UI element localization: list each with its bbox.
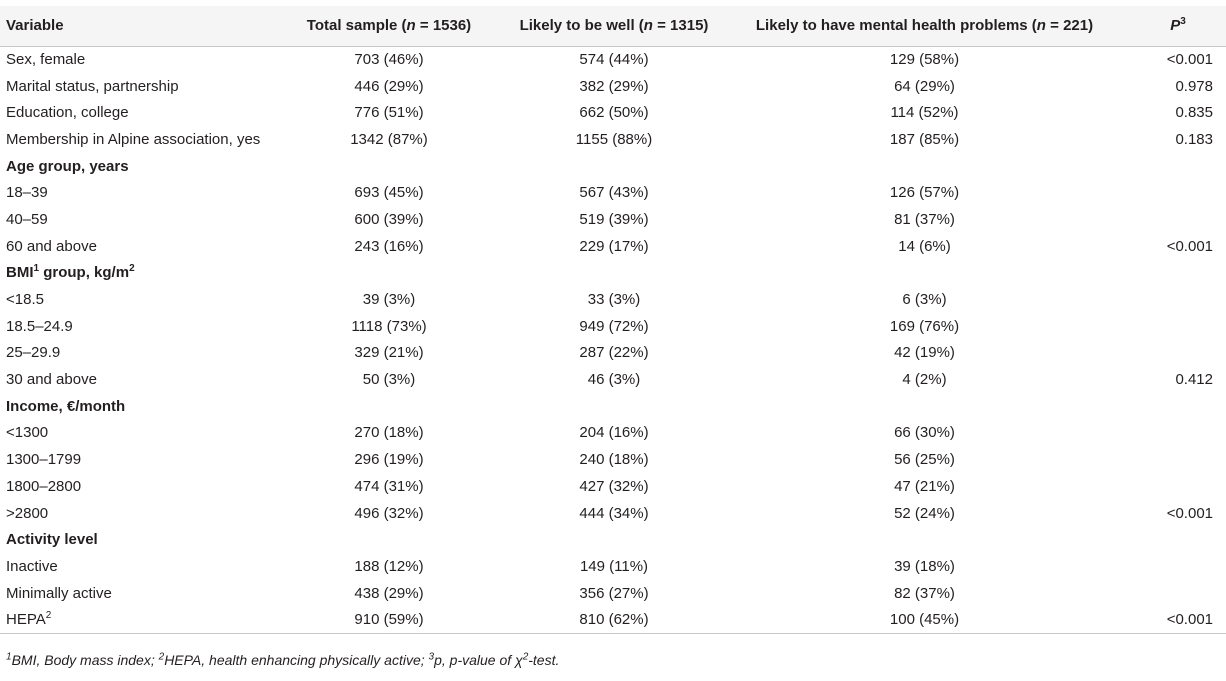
hepa-label: HEPA [6,611,46,629]
cell-p: 0.183 [1175,130,1213,148]
cell-mh: 6 (3%) [902,291,947,309]
table-row [0,99,1226,126]
cell-total: 776 (51%) [354,104,424,122]
footnote-text-3: p, p-value of χ [434,652,523,668]
row-label: Inactive [6,557,58,575]
header-well-n: n [643,17,653,35]
row-label [0,606,289,633]
table-row [0,286,1226,313]
cell-mh: 39 (18%) [894,557,955,575]
bmi-label-b: group, kg/m [39,264,130,282]
cell-well: 204 (16%) [579,424,649,442]
row-label: 40–59 [6,210,48,228]
header-total-sample [289,6,489,46]
cell-well: 567 (43%) [579,184,649,202]
footnote-text-2: HEPA, health enhancing physically active; [164,652,429,668]
cell-p: 0.835 [1175,104,1213,122]
row-label: <18.5 [6,291,44,309]
cell-mh: 169 (76%) [889,317,960,335]
cell-total: 296 (19%) [354,451,424,469]
cell-well: 240 (18%) [579,451,649,469]
footnote-text-1: BMI, Body mass index; [11,652,159,668]
bmi-label-a: BMI [6,264,34,282]
header-mental-health-problems [739,6,1110,46]
row-label: Marital status, partnership [6,77,179,95]
section-row-activity [0,526,1226,553]
header-mh-suffix: = 221) [1045,17,1094,35]
section-row-age [0,153,1226,180]
header-p-sup: 3 [1180,16,1186,28]
footnote-num-3: 3 [428,651,435,663]
cell-p [1110,420,1226,447]
cell-p: 0.978 [1175,77,1213,95]
row-label: <1300 [6,424,49,442]
row-label: Education, college [6,104,129,122]
row-label: Minimally active [6,584,112,602]
cell-well: 949 (72%) [579,317,649,335]
header-row [0,6,1226,46]
header-mh-prefix: Likely to have mental health problems ( [755,17,1037,35]
cell-total: 39 (3%) [362,291,416,309]
cell-p [1110,179,1226,206]
cell-well: 519 (39%) [579,210,649,228]
row-label: 30 and above [6,371,97,389]
cell-mh: 66 (30%) [894,424,955,442]
row-label: Sex, female [6,51,86,69]
table-row [0,179,1226,206]
section-row-income [0,393,1226,420]
cell-total: 1118 (73%) [351,317,427,335]
footnote-text-4: -test. [528,652,560,668]
table-row [0,233,1226,260]
footnote-num-4: 2 [522,651,529,663]
header-p-value [1110,6,1226,46]
cell-total: 474 (31%) [354,477,424,495]
cell-total: 270 (18%) [354,424,424,442]
cell-p: <0.001 [1110,606,1226,633]
cell-mh: 42 (19%) [894,344,955,362]
cell-well: 46 (3%) [587,371,641,389]
header-variable: Variable [0,6,289,46]
section-label: Age group, years [6,157,129,175]
cell-well: 382 (29%) [579,77,649,95]
header-well-prefix: Likely to be well ( [519,17,644,35]
row-label: 18–39 [6,184,48,202]
bmi-sup-b: 2 [129,263,135,275]
cell-well: 149 (11%) [579,557,649,575]
row-label: 18.5–24.9 [6,317,73,335]
cell-total: 496 (32%) [354,504,424,522]
cell-p [1110,313,1226,340]
cell-well: 574 (44%) [579,51,649,69]
cell-well: 810 (62%) [489,606,739,633]
cell-well: 662 (50%) [579,104,649,122]
row-label: 25–29.9 [6,344,61,362]
cell-p [1110,473,1226,500]
table-row [0,313,1226,340]
footnote [6,652,559,668]
cell-mh: 126 (57%) [889,184,960,202]
table-row [0,446,1226,473]
cell-total: 910 (59%) [289,606,489,633]
cell-well: 444 (34%) [579,504,649,522]
row-label: >2800 [6,504,49,522]
cell-total: 1342 (87%) [350,130,428,148]
cell-well: 287 (22%) [579,344,649,362]
table-row [0,606,1226,633]
cell-p: <0.001 [1166,51,1213,69]
header-mh-n: n [1036,17,1046,35]
cell-p [1110,553,1226,580]
cell-p [1110,446,1226,473]
cell-mh: 81 (37%) [894,210,955,228]
row-label: 1800–2800 [6,477,82,495]
row-label: 1300–1799 [6,451,82,469]
cell-mh: 100 (45%) [739,606,1110,633]
cell-total: 446 (29%) [354,77,424,95]
header-likely-well [489,6,739,46]
cell-total: 438 (29%) [354,584,424,602]
table-row [0,126,1226,153]
table-row [0,340,1226,367]
cell-mh: 4 (2%) [902,371,947,389]
cell-total: 600 (39%) [354,210,424,228]
cell-p: <0.001 [1166,237,1213,255]
cell-p [1110,340,1226,367]
table-row [0,580,1226,607]
cell-p [1110,580,1226,607]
cell-mh: 187 (85%) [889,130,960,148]
cell-well: 229 (17%) [579,237,649,255]
table-row [0,46,1226,73]
cell-well: 356 (27%) [579,584,649,602]
table-row [0,73,1226,100]
cell-mh: 47 (21%) [894,477,955,495]
cell-mh: 82 (37%) [894,584,955,602]
section-row-bmi [0,260,1226,287]
cell-mh: 52 (24%) [894,504,955,522]
cell-mh: 14 (6%) [898,237,951,255]
cell-total: 243 (16%) [354,237,424,255]
data-table [0,6,1226,634]
hepa-sup: 2 [45,610,52,622]
row-label: 60 and above [6,237,97,255]
header-p-label: P [1170,17,1181,35]
cell-mh: 129 (58%) [889,51,960,69]
cell-well: 427 (32%) [579,477,649,495]
cell-p: 0.412 [1175,371,1213,389]
cell-p [1110,206,1226,233]
footnote-num-2: 2 [158,651,165,663]
section-label: Income, €/month [6,397,126,415]
cell-total: 703 (46%) [354,51,424,69]
cell-p: <0.001 [1166,504,1213,522]
row-label: Membership in Alpine association, yes [6,130,261,148]
cell-total: 329 (21%) [354,344,424,362]
cell-p [1110,286,1226,313]
cell-well: 1155 (88%) [575,130,653,148]
header-total-prefix: Total sample ( [306,17,407,35]
footnote-num-1: 1 [6,651,12,663]
table-row [0,206,1226,233]
header-total-suffix: = 1536) [415,17,472,35]
cell-total: 188 (12%) [354,557,424,575]
cell-well: 33 (3%) [587,291,641,309]
table-row [0,366,1226,393]
cell-mh: 114 (52%) [890,104,959,122]
cell-mh: 56 (25%) [894,451,955,469]
table-row [0,420,1226,447]
cell-total: 693 (45%) [354,184,424,202]
table-row [0,473,1226,500]
section-label [0,260,289,287]
header-well-suffix: = 1315) [652,17,709,35]
table-row [0,500,1226,527]
bmi-sup-a: 1 [33,263,40,275]
cell-mh: 64 (29%) [894,77,955,95]
cell-total: 50 (3%) [362,371,416,389]
header-total-n: n [406,17,416,35]
section-label: Activity level [6,531,98,549]
table-row [0,553,1226,580]
